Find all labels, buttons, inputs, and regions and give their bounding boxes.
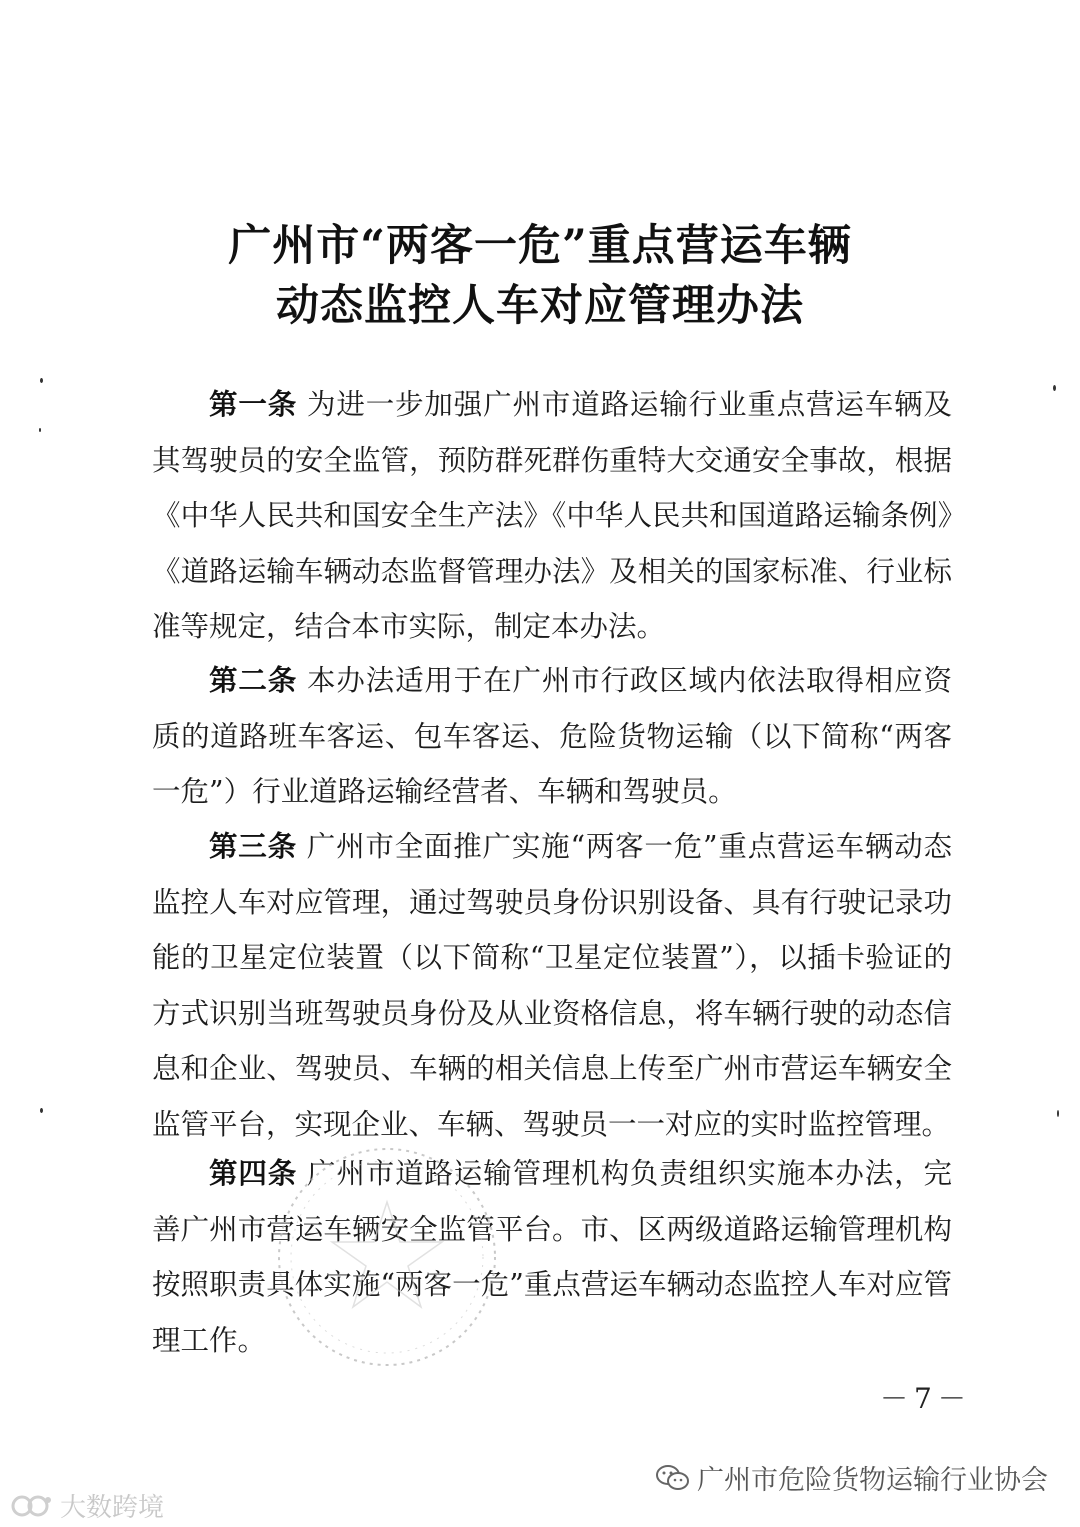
article-1 (152, 377, 952, 655)
article-2-lead: 第二条 (209, 663, 298, 697)
scan-speck (40, 1108, 43, 1113)
scan-speck (1053, 385, 1056, 391)
watermark-text: 大数跨境 (60, 1493, 165, 1523)
wechat-icon (655, 1464, 691, 1492)
footer-brand (655, 1458, 1048, 1497)
scan-speck (40, 378, 43, 383)
scan-speck (1057, 1110, 1059, 1117)
article-3 (152, 819, 952, 1152)
article-3-lead: 第三条 (209, 829, 297, 863)
watermark (10, 1487, 164, 1524)
article-3-text: 广州市全面推广实施“两客一危”重点营运车辆动态监控人车对应管理，通过驾驶员身份识别设备、具有行驶记录功能的卫星定位装置（以下简称“卫星定位装置”），以插卡验证的方式识别当班驾驶员身份及从业资格信息，将车辆行驶的动态信息和企业、驾驶员、车辆的相关信息上传至广州市营运车辆安全监管平台，实现企业、车辆、驾驶员一一对应的实时监控管理。 (152, 830, 952, 1141)
article-1-text: 为进一步加强广州市道路运输行业重点营运车辆及其驾驶员的安全监管，预防群死群伤重特大交通安全事故，根据《中华人民共和国安全生产法》《中华人民共和国道路运输条例》《道路运输车辆动态监督管理办法》及相关的国家标准、行业标准等规定，结合本市实际，制定本办法。 (152, 388, 952, 643)
document-title-line1: 广州市“两客一危”重点营运车辆 (228, 221, 852, 271)
article-1-lead: 第一条 (209, 387, 298, 421)
watermark-logo-icon (10, 1491, 56, 1521)
document-title-line2: 动态监控人车对应管理办法 (276, 281, 804, 331)
article-4-lead: 第四条 (209, 1156, 298, 1190)
page-number: －7－ (880, 1382, 972, 1415)
article-2 (152, 653, 952, 820)
article-2-text: 本办法适用于在广州市行政区域内依法取得相应资质的道路班车客运、包车客运、危险货物运输（以下简称“两客一危”）行业道路运输经营者、车辆和驾驶员。 (152, 664, 952, 808)
scan-speck (39, 428, 41, 432)
article-4-text: 广州市道路运输管理机构负责组织实施本办法，完善广州市营运车辆安全监管平台。市、区两级道路运输管理机构按照职责具体实施“两客一危”重点营运车辆动态监控人车对应管理工作。 (152, 1157, 952, 1357)
footer-brand-name: 广州市危险货物运输行业协会 (697, 1465, 1048, 1496)
article-4 (152, 1146, 952, 1368)
